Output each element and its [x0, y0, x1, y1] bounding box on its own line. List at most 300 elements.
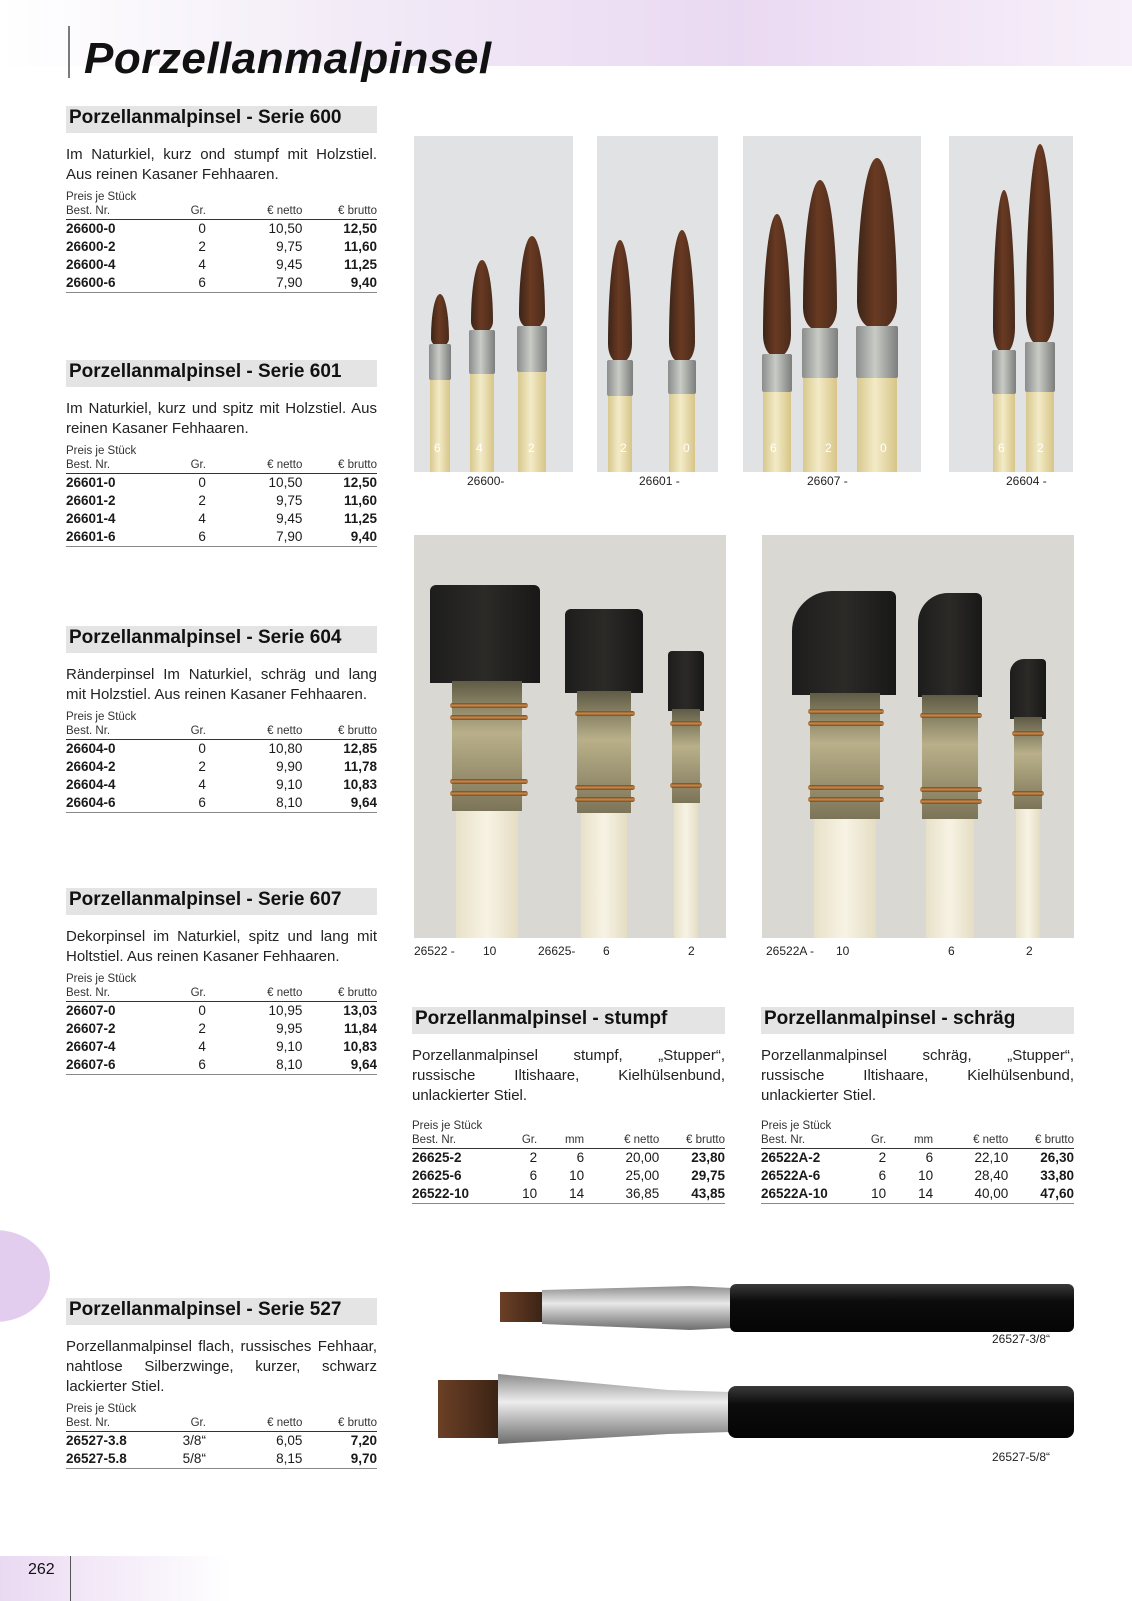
- column-header: Gr.: [178, 457, 206, 473]
- brush-wire: [808, 785, 884, 790]
- brush-bristles: [1010, 659, 1046, 719]
- table-cell: 9,45: [276, 256, 303, 272]
- table-cell: 10,83: [343, 1038, 377, 1054]
- column-header: Best. Nr.: [761, 1132, 855, 1148]
- table-cell: 0: [198, 1002, 206, 1018]
- brush-tip: [993, 190, 1015, 352]
- section-schraeg: [761, 1007, 1074, 1204]
- photo-caption: 26527-5/8“: [992, 1450, 1051, 1464]
- table-cell: 12,85: [343, 740, 377, 756]
- table-cell: 11,78: [343, 758, 377, 774]
- size-label: 2: [528, 441, 535, 455]
- price-note: Preis je Stück: [66, 191, 137, 203]
- section-description: Im Naturkiel, kurz ond stumpf mit Holzstiel. Aus reinen Kasaner Fehhaaren.: [66, 146, 377, 183]
- brush-handle: [470, 374, 494, 472]
- photo-caption: 26604 -: [1006, 474, 1047, 488]
- table-cell: 6: [178, 528, 206, 547]
- column-header: € brutto: [302, 203, 377, 219]
- table-cell: 26601-2: [66, 492, 116, 508]
- table-cell: 11,84: [343, 1020, 377, 1036]
- photo-caption: 26607 -: [807, 474, 848, 488]
- section-description: Porzellanmalpinsel schräg, „Stupper“, russische Iltishaare, Kielhülsenbund, unlackierter Stiel.: [761, 1047, 1074, 1104]
- brush-bristles: [430, 585, 540, 683]
- table-cell: 9,45: [276, 510, 303, 526]
- brush-tip: [519, 236, 545, 328]
- photo-caption: 26522A -: [766, 944, 815, 958]
- brush-tip: [763, 214, 791, 356]
- table-cell: 26522-10: [412, 1185, 506, 1204]
- column-header: € netto: [933, 1132, 1008, 1148]
- brush-wire: [575, 711, 635, 716]
- photo-caption: 26600-: [467, 474, 505, 488]
- size-label: 2: [1037, 441, 1044, 455]
- size-label: 0: [880, 441, 887, 455]
- table-cell: 29,75: [691, 1167, 725, 1183]
- photo-brushes-schraeg: [762, 535, 1074, 938]
- table-cell: 9,64: [302, 1056, 377, 1075]
- column-header: € netto: [206, 723, 302, 739]
- photo-brush-26527-3-8: [500, 1278, 1074, 1338]
- table-cell: 6: [576, 1149, 585, 1165]
- brush-handle: [1016, 809, 1040, 938]
- table-row: [66, 739, 377, 758]
- section-heading: Porzellanmalpinsel - schräg: [761, 1007, 1074, 1034]
- photo-brush-26527-5-8: [438, 1370, 1074, 1454]
- column-header: € brutto: [302, 985, 377, 1001]
- price-note: Preis je Stück: [761, 1120, 832, 1132]
- brush-tip: [803, 180, 837, 330]
- brush-tip: [1026, 144, 1054, 344]
- section-heading: Porzellanmalpinsel - Serie 604: [66, 626, 377, 653]
- brush-handle: [728, 1386, 1074, 1438]
- brush-handle: [456, 811, 518, 938]
- brush-ferrule: [577, 691, 631, 813]
- table-cell: 10,80: [268, 740, 303, 756]
- table-cell: 2: [529, 1149, 538, 1165]
- section-heading: Porzellanmalpinsel - Serie 607: [66, 888, 377, 915]
- table-row: [66, 758, 377, 776]
- table-cell: 26527-5.8: [66, 1450, 166, 1469]
- table-cell: 4: [198, 510, 206, 526]
- table-cell: 20,00: [625, 1149, 660, 1165]
- brush-bristles: [792, 591, 896, 695]
- brush-wire: [920, 713, 982, 718]
- photo-caption: 26527-3/8“: [992, 1332, 1051, 1346]
- table-header-row: [66, 723, 377, 739]
- table-cell: 8,10: [206, 1056, 302, 1075]
- table-cell: 6: [178, 794, 206, 813]
- column-header: € netto: [206, 457, 302, 473]
- brush-wire: [670, 721, 702, 726]
- section-heading: Porzellanmalpinsel - Serie 601: [66, 360, 377, 387]
- section-serie-601: [66, 360, 377, 547]
- column-header: Gr.: [178, 203, 206, 219]
- table-cell: 9,75: [276, 492, 303, 508]
- table-cell: 8,15: [206, 1450, 302, 1469]
- table-header-row: [761, 1132, 1074, 1148]
- table-cell: 28,40: [974, 1167, 1009, 1183]
- photo-caption: 6: [603, 944, 610, 958]
- brush-handle: [669, 394, 695, 472]
- side-tab-decoration: [0, 1230, 50, 1322]
- column-header: € netto: [584, 1132, 659, 1148]
- table-cell: 47,60: [1008, 1185, 1074, 1204]
- table-cell: 26600-0: [66, 220, 116, 236]
- table-cell: 3/8“: [182, 1432, 206, 1448]
- table-cell: 7,90: [206, 274, 302, 293]
- table-cell: 36,85: [584, 1185, 659, 1204]
- table-cell: 5/8“: [166, 1450, 206, 1469]
- table-row: [66, 238, 377, 256]
- table-row: [761, 1167, 1074, 1185]
- brush-ferrule: [498, 1374, 730, 1444]
- table-cell: 0: [198, 740, 206, 756]
- column-header: Gr.: [178, 985, 206, 1001]
- brush-handle: [581, 813, 627, 938]
- table-row: [66, 256, 377, 274]
- table-row: [412, 1167, 725, 1185]
- price-note: Preis je Stück: [66, 1403, 137, 1415]
- photo-caption: 26522 -: [414, 944, 455, 958]
- brush-ferrule: [517, 326, 547, 372]
- brush-wire: [920, 787, 982, 792]
- table-cell: 14: [886, 1185, 933, 1204]
- table-cell: 12,50: [343, 220, 377, 236]
- brush-handle: [430, 380, 450, 472]
- column-header: € netto: [206, 203, 302, 219]
- table-cell: 2: [198, 492, 206, 508]
- price-table: [66, 1415, 377, 1469]
- table-cell: 10: [569, 1167, 585, 1183]
- brush-ferrule: [668, 360, 696, 394]
- table-cell: 26607-0: [66, 1002, 116, 1018]
- price-table: [66, 985, 377, 1075]
- section-serie-607: [66, 888, 377, 1075]
- table-header-row: [66, 203, 377, 219]
- brush-bristles: [668, 651, 704, 711]
- column-header: Best. Nr.: [66, 457, 178, 473]
- table-row: [66, 1038, 377, 1056]
- table-row: [761, 1148, 1074, 1167]
- brush-wire: [1012, 791, 1044, 796]
- table-cell: 40,00: [933, 1185, 1008, 1204]
- brush-ferrule: [762, 354, 792, 392]
- title-rule: [68, 26, 70, 78]
- table-row: [66, 1056, 377, 1075]
- section-serie-604: [66, 626, 377, 813]
- brush-ferrule: [1025, 342, 1055, 392]
- table-cell: 26625-6: [412, 1167, 462, 1183]
- section-serie-600: [66, 106, 377, 293]
- photo-brushes-26604: [949, 136, 1073, 472]
- column-header: Gr.: [166, 1415, 206, 1431]
- table-cell: 2: [198, 238, 206, 254]
- table-cell: 26607-4: [66, 1038, 116, 1054]
- table-cell: 11,60: [343, 492, 377, 508]
- price-table: [66, 723, 377, 813]
- column-header: Best. Nr.: [66, 723, 178, 739]
- table-cell: 10: [855, 1185, 886, 1204]
- table-cell: 22,10: [974, 1149, 1009, 1165]
- brush-ferrule: [429, 344, 451, 380]
- table-cell: 26604-0: [66, 740, 116, 756]
- column-header: Best. Nr.: [66, 1415, 166, 1431]
- table-cell: 4: [198, 256, 206, 272]
- brush-wire: [450, 779, 528, 784]
- table-cell: 26522A-2: [761, 1149, 821, 1165]
- brush-wire: [450, 715, 528, 720]
- table-cell: 9,90: [276, 758, 303, 774]
- table-cell: 2: [198, 1020, 206, 1036]
- photo-caption: 6: [948, 944, 955, 958]
- brush-handle: [518, 372, 546, 472]
- brush-tip: [669, 230, 695, 362]
- table-cell: 0: [198, 474, 206, 490]
- brush-bristles: [438, 1380, 500, 1438]
- table-row: [66, 1020, 377, 1038]
- brush-wire: [450, 703, 528, 708]
- brush-wire: [920, 799, 982, 804]
- photo-brushes-26607: [743, 136, 921, 472]
- brush-wire: [808, 721, 884, 726]
- table-header-row: [66, 1415, 377, 1431]
- brush-wire: [808, 797, 884, 802]
- table-row: [66, 219, 377, 238]
- table-row: [66, 776, 377, 794]
- table-cell: 0: [198, 220, 206, 236]
- table-cell: 26601-4: [66, 510, 116, 526]
- table-cell: 23,80: [691, 1149, 725, 1165]
- table-cell: 26600-4: [66, 256, 116, 272]
- column-header: € brutto: [1008, 1132, 1074, 1148]
- section-description: Im Naturkiel, kurz und spitz mit Holzstiel. Aus reinen Kasaner Fehhaaren.: [66, 400, 377, 437]
- brush-ferrule: [802, 328, 838, 378]
- section-heading: Porzellanmalpinsel - stumpf: [412, 1007, 725, 1034]
- price-note: Preis je Stück: [412, 1120, 483, 1132]
- section-description: Ränderpinsel Im Naturkiel, schräg und lang mit Holzstiel. Aus reinen Kasaner Fehhaaren.: [66, 666, 377, 703]
- price-note: Preis je Stück: [66, 973, 137, 985]
- section-serie-527: [66, 1298, 377, 1469]
- table-cell: 9,75: [276, 238, 303, 254]
- table-cell: 26607-6: [66, 1056, 178, 1075]
- brush-wire: [450, 791, 528, 796]
- brush-handle: [608, 396, 632, 472]
- size-label: 2: [825, 441, 832, 455]
- price-note: Preis je Stück: [66, 711, 137, 723]
- table-cell: 26600-6: [66, 274, 178, 293]
- table-header-row: [412, 1132, 725, 1148]
- table-cell: 7,90: [206, 528, 302, 547]
- column-header: € brutto: [302, 457, 377, 473]
- column-header: € brutto: [302, 723, 377, 739]
- table-cell: 13,03: [343, 1002, 377, 1018]
- table-cell: 9,95: [276, 1020, 303, 1036]
- column-header: Gr.: [506, 1132, 537, 1148]
- photo-caption: 26601 -: [639, 474, 680, 488]
- table-cell: 9,10: [276, 776, 303, 792]
- brush-tip: [857, 158, 897, 328]
- page-number: 262: [28, 1561, 55, 1578]
- column-header: € brutto: [659, 1132, 725, 1148]
- table-cell: 26604-4: [66, 776, 116, 792]
- photo-caption: 10: [483, 944, 497, 958]
- photo-brushes-stumpf: [414, 535, 726, 938]
- photo-caption: 2: [688, 944, 695, 958]
- brush-ferrule: [992, 350, 1016, 394]
- table-cell: 33,80: [1040, 1167, 1074, 1183]
- table-cell: 10,50: [268, 474, 303, 490]
- brush-ferrule: [856, 326, 898, 378]
- brush-tip: [471, 260, 493, 332]
- table-cell: 2: [198, 758, 206, 774]
- table-cell: 12,50: [343, 474, 377, 490]
- table-cell: 4: [198, 1038, 206, 1054]
- size-label: 0: [683, 441, 690, 455]
- brush-handle: [857, 378, 897, 472]
- brush-wire: [575, 797, 635, 802]
- price-table: [761, 1132, 1074, 1204]
- table-cell: 6: [178, 274, 206, 293]
- price-table: [66, 457, 377, 547]
- table-cell: 10,83: [343, 776, 377, 792]
- brush-handle: [1026, 392, 1054, 472]
- table-cell: 6: [529, 1167, 538, 1183]
- table-cell: 26522A-10: [761, 1185, 855, 1204]
- section-heading: Porzellanmalpinsel - Serie 600: [66, 106, 377, 133]
- table-cell: 4: [198, 776, 206, 792]
- size-label: 6: [770, 441, 777, 455]
- table-cell: 11,25: [343, 510, 377, 526]
- table-cell: 2: [878, 1149, 887, 1165]
- brush-bristles: [918, 593, 982, 697]
- table-cell: 10,95: [268, 1002, 303, 1018]
- section-heading: Porzellanmalpinsel - Serie 527: [66, 1298, 377, 1325]
- table-cell: 26,30: [1040, 1149, 1074, 1165]
- brush-ferrule: [607, 360, 633, 396]
- column-header: Gr.: [178, 723, 206, 739]
- table-cell: 6: [178, 1056, 206, 1075]
- table-cell: 10: [506, 1185, 537, 1204]
- price-note: Preis je Stück: [66, 445, 137, 457]
- table-cell: 6,05: [276, 1432, 303, 1448]
- photo-brushes-26600: [414, 136, 573, 472]
- table-row: [66, 1001, 377, 1020]
- brush-handle: [763, 392, 791, 472]
- table-header-row: [66, 985, 377, 1001]
- table-cell: 43,85: [659, 1185, 725, 1204]
- table-row: [66, 1431, 377, 1450]
- brush-handle: [993, 394, 1015, 472]
- table-cell: 26625-2: [412, 1149, 462, 1165]
- column-header: € netto: [206, 1415, 302, 1431]
- footer-rule: [70, 1556, 71, 1601]
- size-label: 6: [434, 441, 441, 455]
- table-cell: 26601-0: [66, 474, 116, 490]
- size-label: 6: [998, 441, 1005, 455]
- table-cell: 11,60: [343, 238, 377, 254]
- brush-handle: [803, 378, 837, 472]
- price-table: [66, 203, 377, 293]
- table-cell: 26522A-6: [761, 1167, 821, 1183]
- column-header: € brutto: [302, 1415, 377, 1431]
- photo-caption: 26625-: [538, 944, 576, 958]
- price-table: [412, 1132, 725, 1204]
- brush-tip: [608, 240, 632, 362]
- section-description: Porzellanmalpinsel stumpf, „Stupper“, russische Iltishaare, Kielhülsenbund, unlackierter Stiel.: [412, 1047, 725, 1104]
- table-cell: 26527-3.8: [66, 1432, 127, 1448]
- photo-caption: 2: [1026, 944, 1033, 958]
- table-cell: 10,50: [268, 220, 303, 236]
- brush-handle: [814, 819, 876, 938]
- column-header: mm: [537, 1132, 584, 1148]
- brush-ferrule: [469, 330, 495, 374]
- brush-wire: [670, 783, 702, 788]
- table-cell: 6: [878, 1167, 887, 1183]
- column-header: Best. Nr.: [66, 203, 178, 219]
- brush-ferrule: [542, 1286, 732, 1330]
- table-header-row: [66, 457, 377, 473]
- section-description: Porzellanmalpinsel flach, russisches Fehhaar, nahtlose Silberzwinge, kurzer, schwarz lackierter Stiel.: [66, 1338, 377, 1395]
- table-cell: 26607-2: [66, 1020, 116, 1036]
- table-cell: 14: [537, 1185, 584, 1204]
- table-cell: 9,40: [302, 274, 377, 293]
- table-cell: 26601-6: [66, 528, 178, 547]
- brush-wire: [808, 709, 884, 714]
- photo-brushes-26601: [597, 136, 718, 472]
- table-row: [66, 274, 377, 293]
- table-row: [412, 1185, 725, 1204]
- table-row: [66, 1450, 377, 1469]
- photo-caption: 10: [836, 944, 850, 958]
- size-label: 2: [620, 441, 627, 455]
- column-header: € netto: [206, 985, 302, 1001]
- page-title: Porzellanmalpinsel: [84, 34, 492, 83]
- column-header: Best. Nr.: [412, 1132, 506, 1148]
- brush-wire: [1012, 731, 1044, 736]
- table-cell: 26604-2: [66, 758, 116, 774]
- table-cell: 9,64: [302, 794, 377, 813]
- table-cell: 26604-6: [66, 794, 178, 813]
- brush-tip: [431, 294, 449, 346]
- table-cell: 9,40: [302, 528, 377, 547]
- brush-handle: [730, 1284, 1074, 1332]
- table-cell: 26600-2: [66, 238, 116, 254]
- table-cell: 7,20: [350, 1432, 377, 1448]
- table-cell: 25,00: [625, 1167, 660, 1183]
- column-header: Best. Nr.: [66, 985, 178, 1001]
- size-label: 4: [476, 441, 483, 455]
- table-row: [66, 794, 377, 813]
- table-row: [66, 473, 377, 492]
- table-cell: 10: [918, 1167, 934, 1183]
- table-row: [412, 1148, 725, 1167]
- brush-bristles: [500, 1292, 544, 1322]
- brush-wire: [575, 785, 635, 790]
- brush-handle: [926, 819, 974, 938]
- table-row: [66, 528, 377, 547]
- table-cell: 9,10: [276, 1038, 303, 1054]
- brush-bristles: [565, 609, 643, 693]
- table-row: [761, 1185, 1074, 1204]
- table-row: [66, 510, 377, 528]
- brush-handle: [674, 803, 698, 938]
- table-cell: 8,10: [206, 794, 302, 813]
- section-description: Dekorpinsel im Naturkiel, spitz und lang mit Holtstiel. Aus reinen Kasaner Fehhaaren.: [66, 928, 377, 965]
- column-header: mm: [886, 1132, 933, 1148]
- table-row: [66, 492, 377, 510]
- table-cell: 11,25: [343, 256, 377, 272]
- section-stumpf: [412, 1007, 725, 1204]
